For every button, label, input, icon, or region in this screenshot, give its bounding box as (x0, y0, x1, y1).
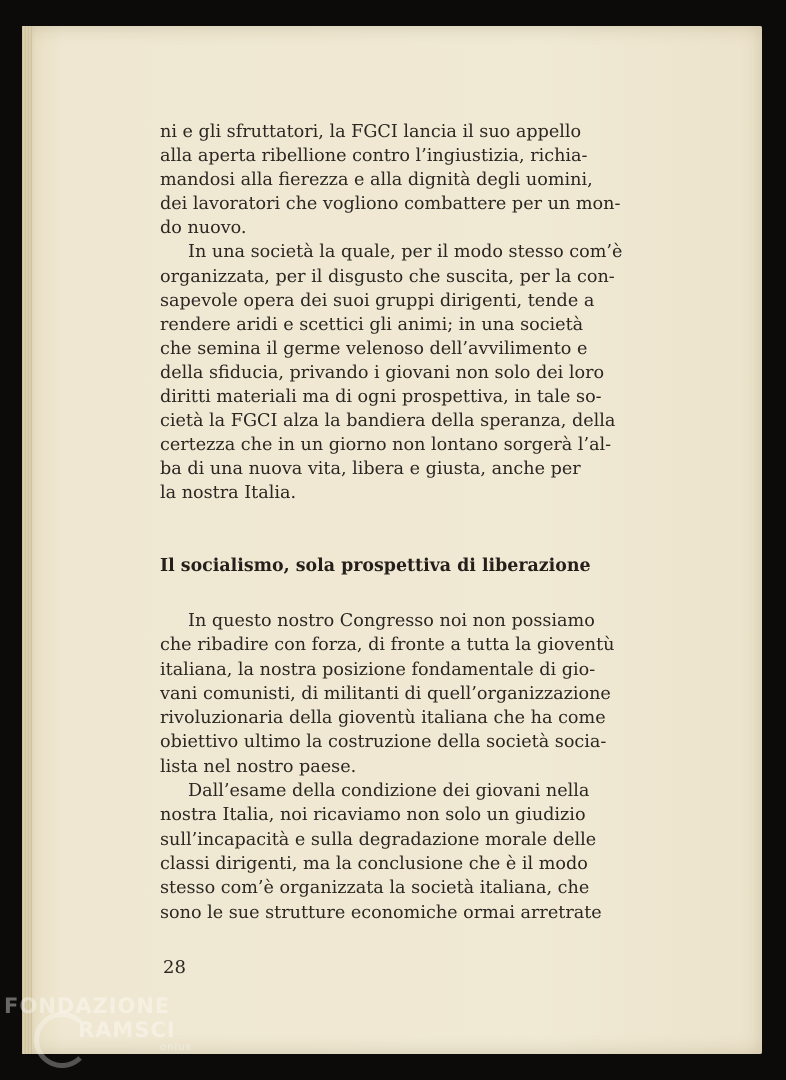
watermark-line-3: onlus (160, 1042, 192, 1053)
text-line: sono le sue strutture economiche ormai arretrate (160, 902, 602, 923)
text-line: cietà la FGCI alza la bandiera della speranza, della (160, 411, 616, 432)
text-line: stesso com’è organizzata la società italiana, che (160, 878, 590, 899)
text-line: In questo nostro Congresso noi non possiamo (188, 611, 595, 631)
text-line: sull’incapacità e sulla degradazione morale delle (160, 829, 597, 850)
paragraph-1 (160, 120, 690, 240)
text-line: rendere aridi e scettici gli animi; in una società (160, 314, 584, 335)
text-line: che ribadire con forza, di fronte a tutta la gioventù (160, 635, 615, 656)
text-line: Dall’esame della condizione dei giovani nella (188, 781, 590, 802)
text-line: obiettivo ultimo la costruzione della società socia- (160, 732, 607, 753)
text-line: ni e gli sfruttatori, la FGCI lancia il suo appello (160, 122, 582, 142)
body-text-top (160, 120, 690, 506)
text-line: sapevole opera dei suoi gruppi dirigenti, tende a (160, 290, 595, 311)
watermark-line-1: FONDAZIONE (4, 994, 171, 1018)
text-line: do nuovo. (160, 218, 247, 239)
text-line: mandosi alla fierezza e alla dignità degli uomini, (160, 170, 593, 191)
text-line: vani comunisti, di militanti di quell’organizzazione (160, 683, 611, 704)
body-text-bottom (160, 609, 690, 925)
text-line: dei lavoratori che vogliono combattere per un mon- (160, 194, 621, 215)
text-line: ba di una nuova vita, libera e giusta, anche per (160, 459, 581, 480)
paragraph-4 (160, 779, 690, 925)
text-line: rivoluzionaria della gioventù italiana che ha come (160, 708, 606, 729)
paragraph-3 (160, 609, 690, 779)
text-line: lista nel nostro paese. (160, 756, 357, 777)
text-line: classi dirigenti, ma la conclusione che è il modo (160, 853, 588, 874)
text-line: nostra Italia, noi ricaviamo non solo un giudizio (160, 805, 586, 826)
page-number: 28 (163, 957, 186, 978)
text-line: che semina il germe velenoso dell’avvilimento e (160, 338, 588, 359)
text-line: della sfiducia, privando i giovani non solo dei loro (160, 362, 605, 383)
text-line: diritti materiali ma di ogni prospettiva, in tale so- (160, 387, 602, 408)
text-line: organizzata, per il disgusto che suscita, per la con- (160, 266, 615, 287)
text-line: la nostra Italia. (160, 483, 297, 504)
watermark-line-2: RAMSCI (78, 1018, 176, 1042)
page-stack-edge (22, 26, 32, 1054)
text-line: alla aperta ribellione contro l’ingiustizia, richia- (160, 146, 588, 167)
text-line: In una società la quale, per il modo stesso com’è (188, 242, 623, 263)
section-heading: Il socialismo, sola prospettiva di liberazione (160, 556, 591, 576)
watermark (4, 994, 192, 1054)
text-line: certezza che in un giorno non lontano sorgerà l’al- (160, 435, 612, 456)
paragraph-2 (160, 240, 690, 505)
text-line: italiana, la nostra posizione fondamentale di gio- (160, 659, 596, 680)
